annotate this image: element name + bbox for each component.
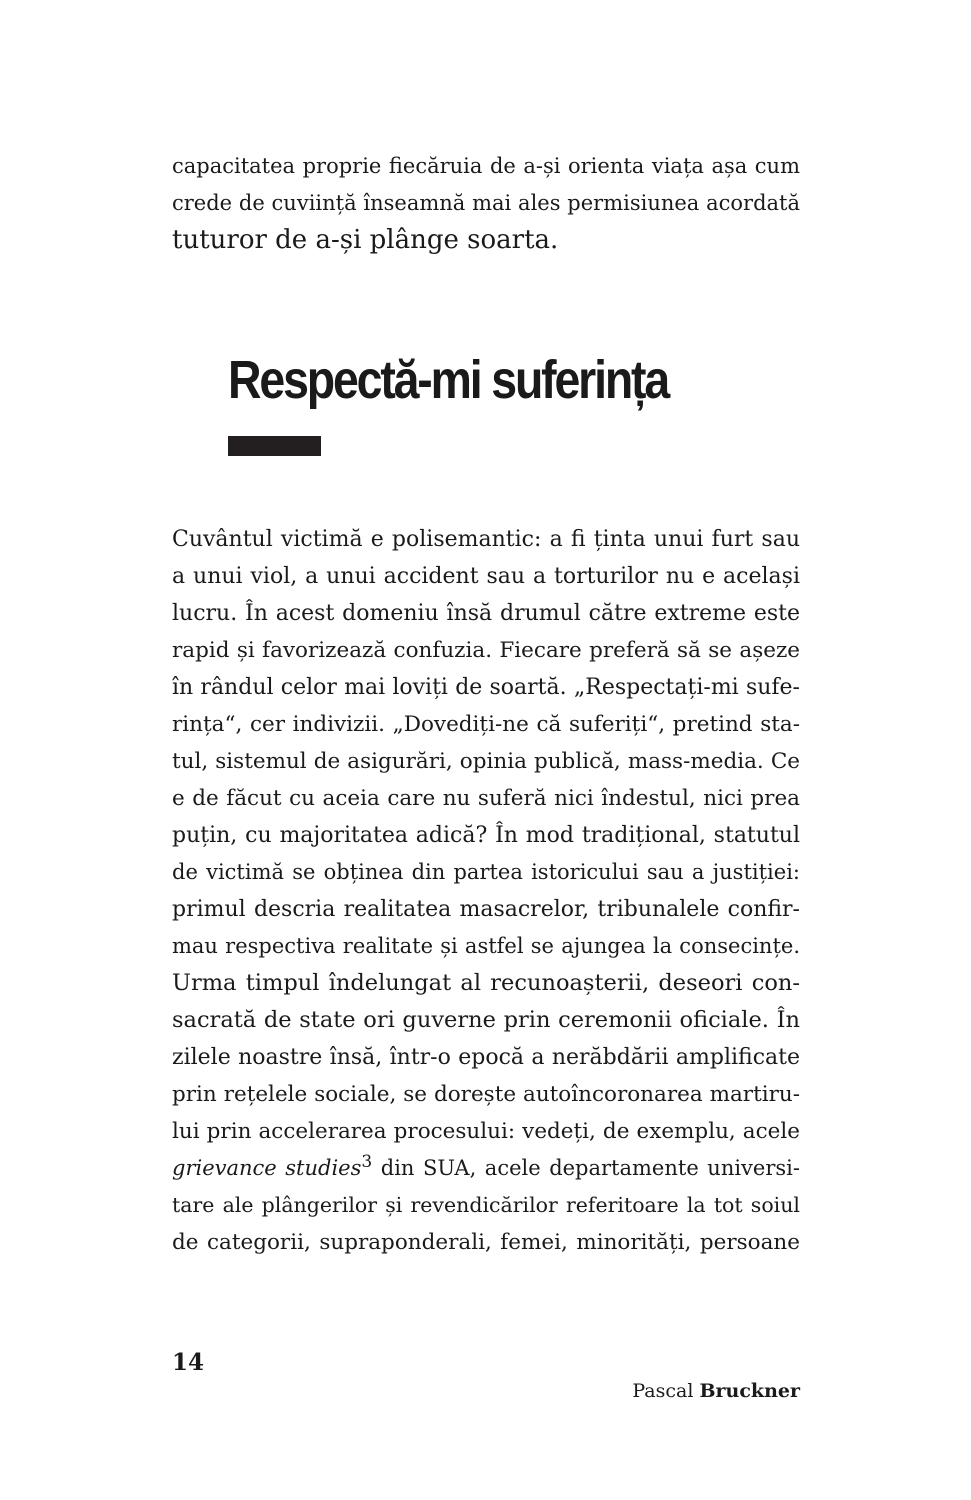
body-line-rest: din SUA, acele departamente universi- (372, 1156, 800, 1180)
intro-line: capacitatea proprie fiecăruia de a-și orienta viața așa cum (172, 154, 800, 178)
author-first-name: Pascal (632, 1380, 694, 1402)
intro-line: tuturor de a-și plânge soarta. (172, 225, 559, 255)
footnote-reference[interactable]: 3 (361, 1152, 373, 1172)
body-line: tare ale plângerilor și revendicărilor referitoare la tot soiul (172, 1193, 800, 1217)
body-line: prin rețelele sociale, se dorește autoîncoronarea martiru- (172, 1082, 800, 1107)
body-line: rința“, cer indivizii. „Dovediți-ne că suferiți“, pretind sta- (172, 712, 800, 737)
heading-rule (228, 436, 321, 456)
body-line: rapid și favorizează confuzia. Fiecare preferă să se așeze (172, 638, 800, 663)
body-line-with-footnote (172, 1150, 800, 1187)
page-number: 14 (172, 1349, 205, 1376)
body-line: lucru. În acest domeniu însă drumul către extreme este (172, 601, 800, 626)
italic-term: grievance studies (172, 1156, 362, 1180)
body-line: de categorii, supraponderali, femei, minorități, persoane (172, 1230, 800, 1255)
body-line: Cuvântul victimă e polisemantic: a fi ținta unui furt sau (172, 527, 800, 552)
body-line: puțin, cu majoritatea adică? În mod tradițional, statutul (172, 823, 800, 848)
body-line: Urma timpul îndelungat al recunoașterii, deseori con- (172, 970, 800, 996)
section-heading: Respectă-mi suferința (228, 350, 669, 410)
running-footer-author (632, 1378, 800, 1404)
body-line: primul descria realitatea masacrelor, tribunalele confir- (172, 897, 800, 922)
body-line: sacrată de state ori guverne prin ceremonii oficiale. În (172, 1007, 800, 1033)
body-line: zilele noastre însă, într-o epocă a nerăbdării amplificate (172, 1045, 800, 1070)
body-line: a unui viol, a unui accident sau a torturilor nu e același (172, 564, 800, 589)
body-line: e de făcut cu aceia care nu suferă nici îndestul, nici prea (172, 786, 800, 811)
intro-line: crede de cuviință înseamnă mai ales permisiunea acordată (172, 191, 800, 215)
author-last-name: Bruckner (699, 1380, 800, 1402)
body-line: în rândul celor mai loviți de soartă. „Respectați-mi sufe- (172, 675, 800, 700)
body-line: lui prin accelerarea procesului: vedeți, de exemplu, acele (172, 1119, 800, 1144)
body-line: de victimă se obținea din partea istoricului sau a justiției: (172, 860, 800, 884)
body-line: tul, sistemul de asigurări, opinia publică, mass-media. Ce (172, 749, 800, 774)
body-line: mau respectiva realitate și astfel se ajungea la consecințe. (172, 934, 800, 958)
